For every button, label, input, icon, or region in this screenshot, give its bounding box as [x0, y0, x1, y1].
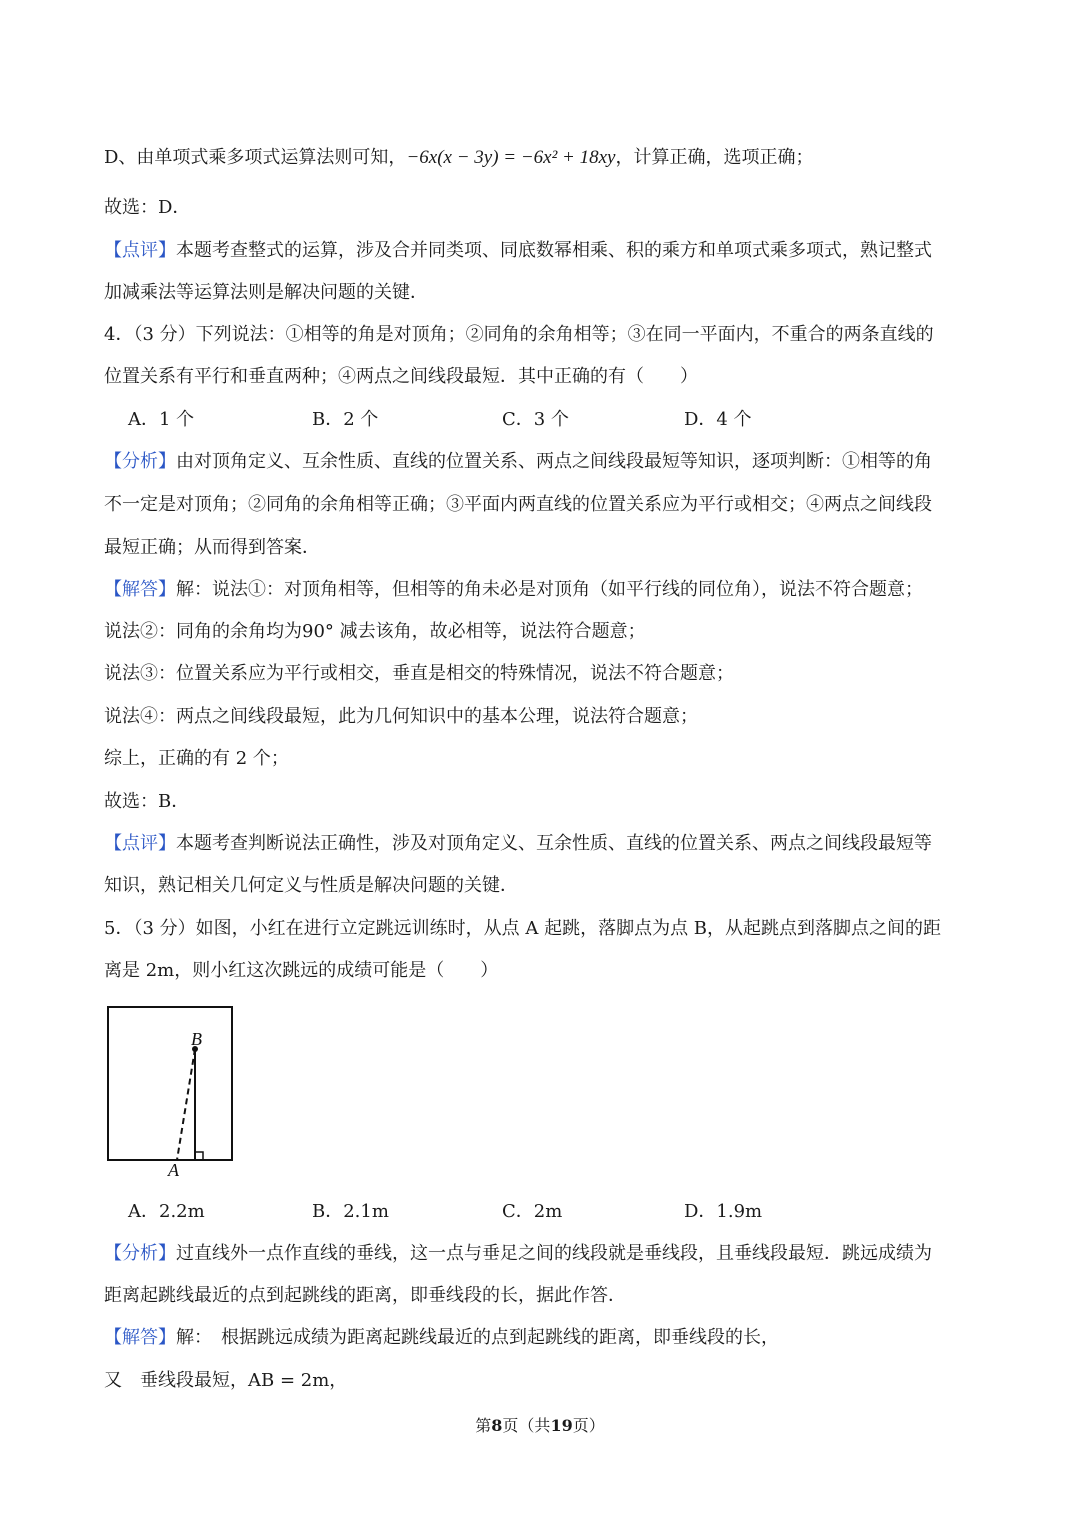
text-line: 综上，正确的有 2 个； — [104, 748, 289, 769]
page-footer — [0, 1414, 1080, 1438]
text-line: 说法④：两点之间线段最短，此为几何知识中的基本公理，说法符合题意； — [104, 706, 698, 727]
page-number: 8 — [491, 1416, 503, 1435]
option-b: B．2 个 — [312, 409, 379, 430]
answer-line: 故选：B． — [104, 791, 190, 812]
text-line: 最短正确；从而得到答案． — [104, 537, 320, 558]
solution-tag: 【解答】 — [104, 1327, 176, 1348]
answer-line: 故选：D． — [104, 197, 191, 218]
option-a: A．1 个 — [128, 409, 195, 430]
text-line: 加减乘法等运算法则是解决问题的关键． — [104, 282, 428, 303]
question-4-line: 位置关系有平行和垂直两种；④两点之间线段最短．其中正确的有（ ） — [104, 366, 698, 387]
text-segment: D、由单项式乘多项式运算法则可知， — [104, 147, 407, 168]
question-5-line: 离是 2m，则小红这次跳远的成绩可能是（ ） — [104, 960, 499, 981]
text-segment: 本题考查整式的运算，涉及合并同类项、同底数幂相乘、积的乘方和单项式乘多项式，熟记整式 — [176, 240, 932, 261]
right-angle-mark — [195, 1152, 203, 1160]
text-line: 说法②：同角的余角均为90° 减去该角，故必相等，说法符合题意； — [104, 621, 646, 642]
solution-line — [104, 577, 984, 603]
option-d-analysis-line — [104, 145, 984, 171]
comment-line — [104, 831, 984, 857]
comment-tag: 【点评】 — [104, 833, 176, 854]
option-d: D．4 个 — [684, 409, 752, 430]
option-d: D．1.9m — [684, 1201, 763, 1222]
text-line: 知识，熟记相关几何定义与性质是解决问题的关键． — [104, 875, 518, 896]
option-c: C．2m — [502, 1201, 563, 1222]
text-line: 距离起跳线最近的点到起跳线的距离，即垂线段的长，据此作答． — [104, 1285, 626, 1306]
footer-text: 页） — [572, 1416, 605, 1435]
comment-tag: 【点评】 — [104, 240, 176, 261]
text-segment: 由对顶角定义、互余性质、直线的位置关系、两点之间线段最短等知识，逐项判断：①相等的角 — [176, 451, 932, 472]
footer-text: 页（共 — [502, 1416, 551, 1435]
option-b: B．2.1m — [312, 1201, 389, 1222]
long-jump-figure — [106, 1004, 238, 1182]
figure-frame — [108, 1007, 232, 1160]
text-segment: ，计算正确，选项正确； — [615, 147, 814, 168]
formula: −6x(x − 3y) = −6x² + 18xy — [406, 147, 616, 168]
solution-tag: 【解答】 — [104, 579, 176, 600]
analysis-tag: 【分析】 — [104, 451, 176, 472]
analysis-line — [104, 1241, 984, 1267]
analysis-line — [104, 449, 984, 475]
option-c: C．3 个 — [502, 409, 569, 430]
text-line: 不一定是对顶角；②同角的余角相等正确；③平面内两直线的位置关系应为平行或相交；④两点之间线段 — [104, 494, 932, 515]
text-line: 说法③：位置关系应为平行或相交，垂直是相交的特殊情况，说法不符合题意； — [104, 663, 734, 684]
option-a: A．2.2m — [128, 1201, 205, 1222]
label-b: B — [191, 1029, 202, 1049]
text-segment: 过直线外一点作直线的垂线，这一点与垂足之间的线段就是垂线段，且垂线段最短．跳远成绩为 — [176, 1243, 932, 1264]
text-segment: 本题考查判断说法正确性，涉及对顶角定义、互余性质、直线的位置关系、两点之间线段最短等 — [176, 833, 932, 854]
question-5-line: 5．（3 分）如图，小红在进行立定跳远训练时，从点 A 起跳，落脚点为点 B，从起跳点到落脚点之间的距 — [104, 918, 942, 939]
question-4-line: 4．（3 分）下列说法：①相等的角是对顶角；②同角的余角相等；③在同一平面内，不重合的两条直线的 — [104, 324, 934, 345]
total-pages: 19 — [550, 1416, 573, 1435]
text-segment: 解：说法①：对顶角相等，但相等的角未必是对顶角（如平行线的同位角），说法不符合题意； — [176, 579, 923, 600]
comment-line — [104, 238, 984, 264]
text-line: 又 垂线段最短，AB = 2m， — [104, 1370, 348, 1391]
analysis-tag: 【分析】 — [104, 1243, 176, 1264]
label-a: A — [168, 1160, 179, 1180]
segment-ab — [177, 1049, 195, 1160]
solution-line — [104, 1325, 984, 1351]
text-segment: 解： 根据跳远成绩为距离起跳线最近的点到起跳线的距离，即垂线段的长， — [176, 1327, 779, 1348]
footer-text: 第 — [475, 1416, 492, 1435]
